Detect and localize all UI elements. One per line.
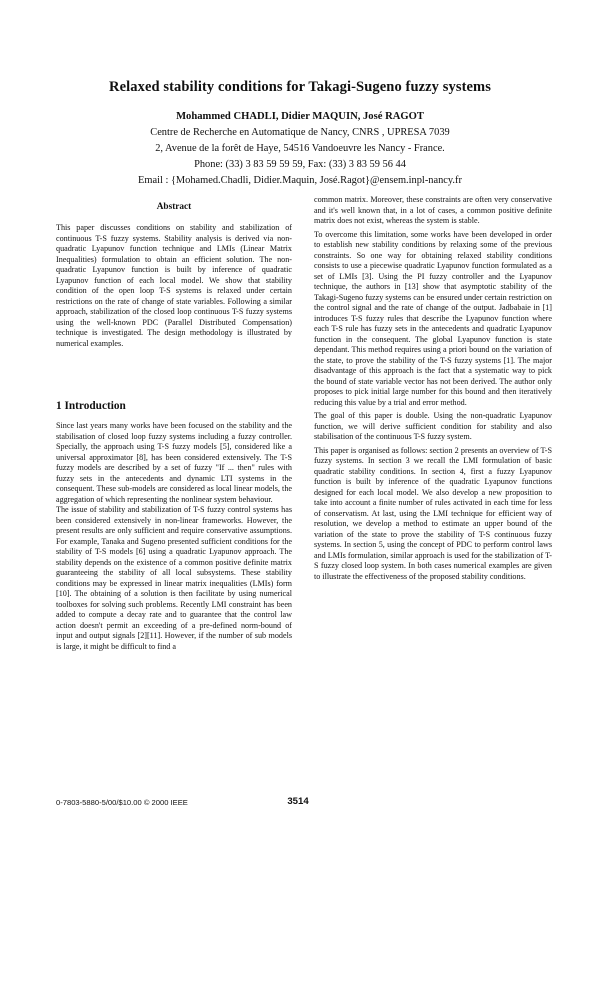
author-list: Mohammed CHADLI, Didier MAQUIN, José RAGOT: [176, 111, 424, 122]
intro-paragraph: Since last years many works have been focused on the stability and the stabilisation of closed loop fuzzy systems including a fuzzy controller. Specially, the approach using T-S fuzzy models [5], considered like a universal approximator [8], has been considered extensively. The T-S fuzzy models are described by a set of fuzzy "If ... then" rules with fuzzy sets in the antecedents and dynamic LTI systems in the consequent. These sub-models are considered as local linear models, the aggregation of which representing the nonlinear system behaviour.: [56, 421, 292, 504]
intro-paragraph: The goal of this paper is double. Using the non-quadratic Lyapunov function, we will derive sufficient condition for stability and also stabilisation of the continuous T-S fuzzy system.: [314, 411, 552, 441]
abstract-body: [56, 223, 292, 349]
affiliation-phone: Phone: (33) 3 83 59 59 59, Fax: (33) 3 83 59 56 44: [194, 159, 406, 170]
abstract-text: This paper discusses conditions on stability and stabilization of continuous T-S fuzzy systems. Stability analysis is derived via non-quadratic Lyapunov function technique and LMIs (Linear Matrix Inequalities) formulation to obtain an efficient solution. The non-quadratic Lyapunov function is built by inference of quadratic Lyapunov function of each local model. We show that stability condition of the open loop T-S systems is relaxed under certain restrictions on the rate of change of state variables. Following a similar approach, stabilization of the closed loop continuous T-S fuzzy systems using the well-known PDC (Parallel Distributed Compensation) technique is investigated. The design methodology is illustrated by numerical examples.: [56, 223, 292, 348]
intro-left-column: [56, 421, 292, 652]
affiliation-line-2: 2, Avenue de la forêt de Haye, 54516 Vandoeuvre les Nancy - France.: [155, 143, 445, 154]
intro-right-column: [314, 195, 552, 585]
abstract-heading: Abstract: [156, 202, 192, 212]
copyright-notice: 0-7803-5880-5/00/$10.00 © 2000 IEEE: [56, 798, 188, 807]
affiliation-line-1: Centre de Recherche en Automatique de Nancy, CNRS , UPRESA 7039: [150, 127, 450, 138]
page-number: 3514: [287, 796, 309, 807]
affiliation-email: Email : {Mohamed.Chadli, Didier.Maquin, José.Ragot}@ensem.inpl-nancy.fr: [138, 175, 462, 186]
intro-paragraph: The issue of stability and stabilization of T-S fuzzy control systems has been considered extensively in non-linear frameworks. However, the present results are only sufficient and require conservative assumptions. For example, Tanaka and Sugeno presented sufficient conditions for the stability of T-S models [6] using a quadratic Lyapunov approach. The stability depends on the existence of a common positive definite matrix guaranteeing the stability of all local subsystems. These stability conditions may be expressed in linear matrix inequalities (LMIs) form [10]. The obtaining of a solution is then facilitate by using numerical toolboxes for solving such problems. Recently LMI constraint has been added to compute a decay rate and to guarantee that the control law action doesn't permit an exceeding of a pre-defined norm-bound of input and output signals [2][11]. However, if the number of sub models is large, it might be difficult to find a: [56, 505, 292, 651]
intro-paragraph: common matrix. Moreover, these constraints are often very conservative and it's well known that, in a lot of cases, a common positive definite matrix does not exist, whereas the system is stable.: [314, 195, 552, 225]
section-heading-introduction: 1 Introduction: [56, 400, 126, 412]
paper-title: Relaxed stability conditions for Takagi-Sugeno fuzzy systems: [109, 79, 491, 95]
intro-paragraph: To overcome this limitation, some works have been developed in order to establish new stability conditions by relaxing some of the previous constraints. So one way for obtaining relaxed stability conditions consists to use a piecewise quadratic Lyapunov function formulated as a set of LMIs [3]. Using the PI fuzzy controller and the Lyapunov technique, the authors in [13] show that asymptotic stability of the Takagi-Sugeno fuzzy systems can be ensured under certain restriction on the control signal and the rate of change of the output. Jadbabaie in [1] introduces T-S fuzzy rules that describe the Lyapunov function where each T-S rule has fuzzy sets in the antecedents and quadratic Lyapunov function in the consequent. The global Lyapunov function is state dependant. This method requires using a priori bound on the variation of the state, to prove the stability of the T-S fuzzy systems [1]. The major disadvantage of this approach is the fact that a systematic way to pick the bound of state variable vector has not been derived. The author only proposes to pick initial large number for this bound and then iteratively reducing this value by a trial and error method.: [314, 229, 552, 407]
intro-paragraph: This paper is organised as follows: section 2 presents an overview of T-S fuzzy systems. In section 3 we recall the LMI formulation of basic quadratic stability conditions. In section 4, first a fuzzy Lyapunov function is built by inference of the quadratic Lyapunov functions designed for each local model. We also develop a new proposition to take into account a finite number of rules activated in each time for less of conservatism. At last, using the LMI technique for efficient way of resolution, we develop a method to estimate an upper bound of the variation of the state to prove the stability of T-S continuous fuzzy systems. In section 5, using the concept of PDC to perform control laws and LMIs formulation, similar approach is used for the stabilization of T-S fuzzy closed loop system. In both cases numerical examples are given to illustrate the effectiveness of the proposed stability conditions.: [314, 445, 552, 581]
